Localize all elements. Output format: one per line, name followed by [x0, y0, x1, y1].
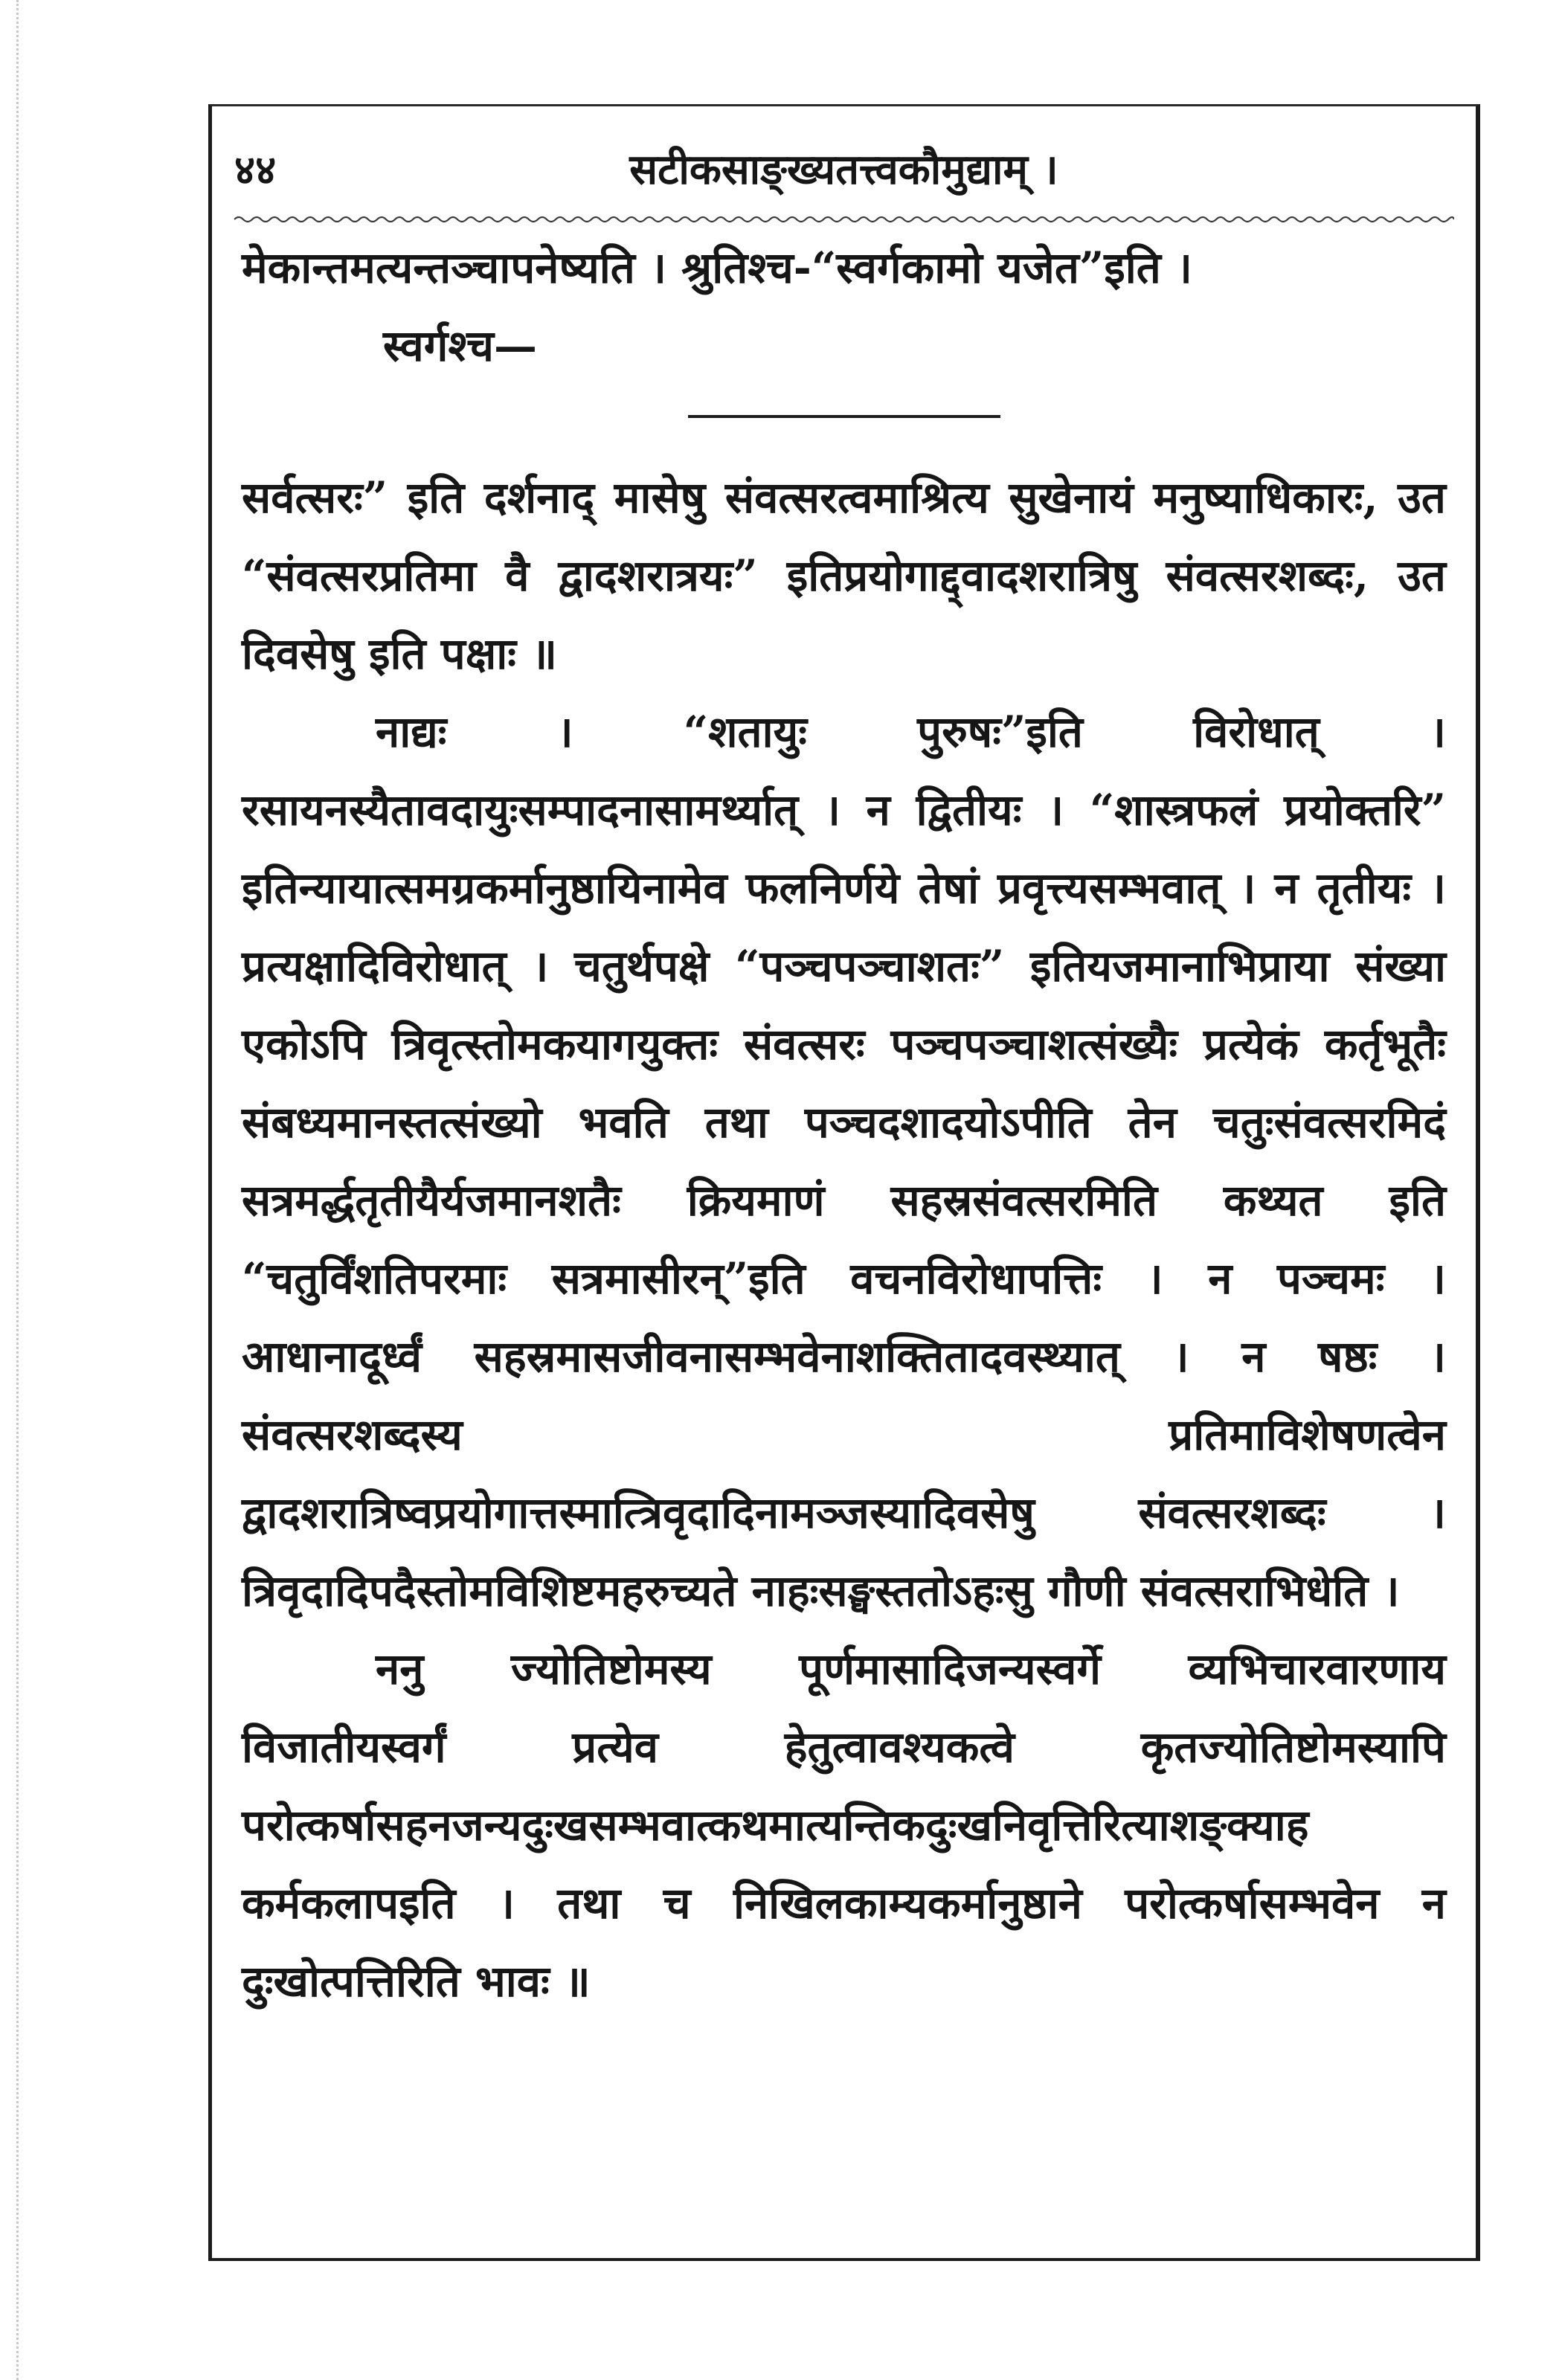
paragraph-1: मेकान्तमत्यन्तञ्चापनेष्यति । श्रुतिश्च-“स्वर्गकामो यजेत”इति ।: [242, 242, 1192, 293]
page-number: ४४: [234, 146, 277, 193]
center-rule: [688, 415, 1000, 418]
body-text: [242, 229, 1446, 2021]
paragraph-3: नाद्यः । “शतायुः पुरुषः”इति विरोधात् । रसायनस्यैतावदायुःसम्पादनासामर्थ्यात् । न द्वितीयः । “शास्त्रफलं प्रयोक्तरि” इतिन्यायात्समग्रकर्मानुष्ठायिनामेव फलनिर्णये तेषां प्रवृत्त्यसम्भवात् । न तृतीयः । प्रत्यक्षादिविरोधात् । चतुर्थपक्षे “पञ्चपञ्चाशतः” इतियजमानाभिप्राया संख्या एकोऽपि त्रिवृत्स्तोमकयागयुक्तः संवत्सरः पञ्चपञ्चाशत्संख्यैः प्रत्येकं कर्तृभूतैः संबध्यमानस्तत्संख्यो भवति तथा पञ्चदशादयोऽपीति तेन चतुःसंवत्सरमिदं सत्रमर्द्धतृतीयैर्यजमानशतैः क्रियमाणं सहस्रसंवत्सरमिति कथ्यत इति “चतुर्विंशतिपरमाः सत्रमासीरन्”इति वचनविरोधापत्तिः । न पञ्चमः । आधानादूर्ध्वं सहस्रमासजीवनासम्भवेनाशक्तितादवस्थ्यात् । न षष्ठः । संवत्सरशब्दस्य प्रतिमाविशेषणत्वेन द्वादशरात्रिष्वप्रयोगात्तस्मात्त्रिवृदादिनामञ्जस्यादिवसेषु संवत्सरशब्दः । त्रिवृदादिपदैस्तोमविशिष्टमहरुच्यते नाहःसङ्घस्ततोऽहःसु गौणी संवत्सराभिधेति ।: [242, 707, 1446, 1616]
section-heading: स्वर्गश्च—: [383, 321, 537, 371]
paragraph-4: ननु ज्योतिष्टोमस्य पूर्णमासादिजन्यस्वर्गे व्यभिचारवारणाय विजातीयस्वर्गं प्रत्येव हेतुत्वावश्यकत्वे कृतज्योतिष्टोमस्यापि परोत्कर्षासहनजन्यदुःखसम्भवात्कथमात्यन्तिकदुःखनिवृत्तिरित्याशङ्क्याह कर्मकलापइति । तथा च निखिलकाम्यकर्मानुष्ठाने परोत्कर्षासम्भवेन न दुःखोत्पत्तिरिति भावः ॥: [242, 1644, 1446, 2007]
scan-edge-dots: [16, 0, 19, 2380]
wavy-header-rule: [234, 214, 1454, 225]
paragraph-2: सर्वत्सरः” इति दर्शनाद् मासेषु संवत्सरत्वमाश्रित्य सुखेनायं मनुष्याधिकारः, उत “संवत्सरप्रतिमा वै द्वादशरात्रयः” इतिप्रयोगाद्द्वादशरात्रिषु संवत्सरशब्दः, उत दिवसेषु इति पक्षाः ॥: [242, 472, 1446, 679]
page-header: [234, 136, 1453, 203]
running-title: सटीकसाङ्ख्यतत्त्वकौमुद्याम् ।: [629, 145, 1058, 194]
page-frame: [208, 104, 1480, 2261]
